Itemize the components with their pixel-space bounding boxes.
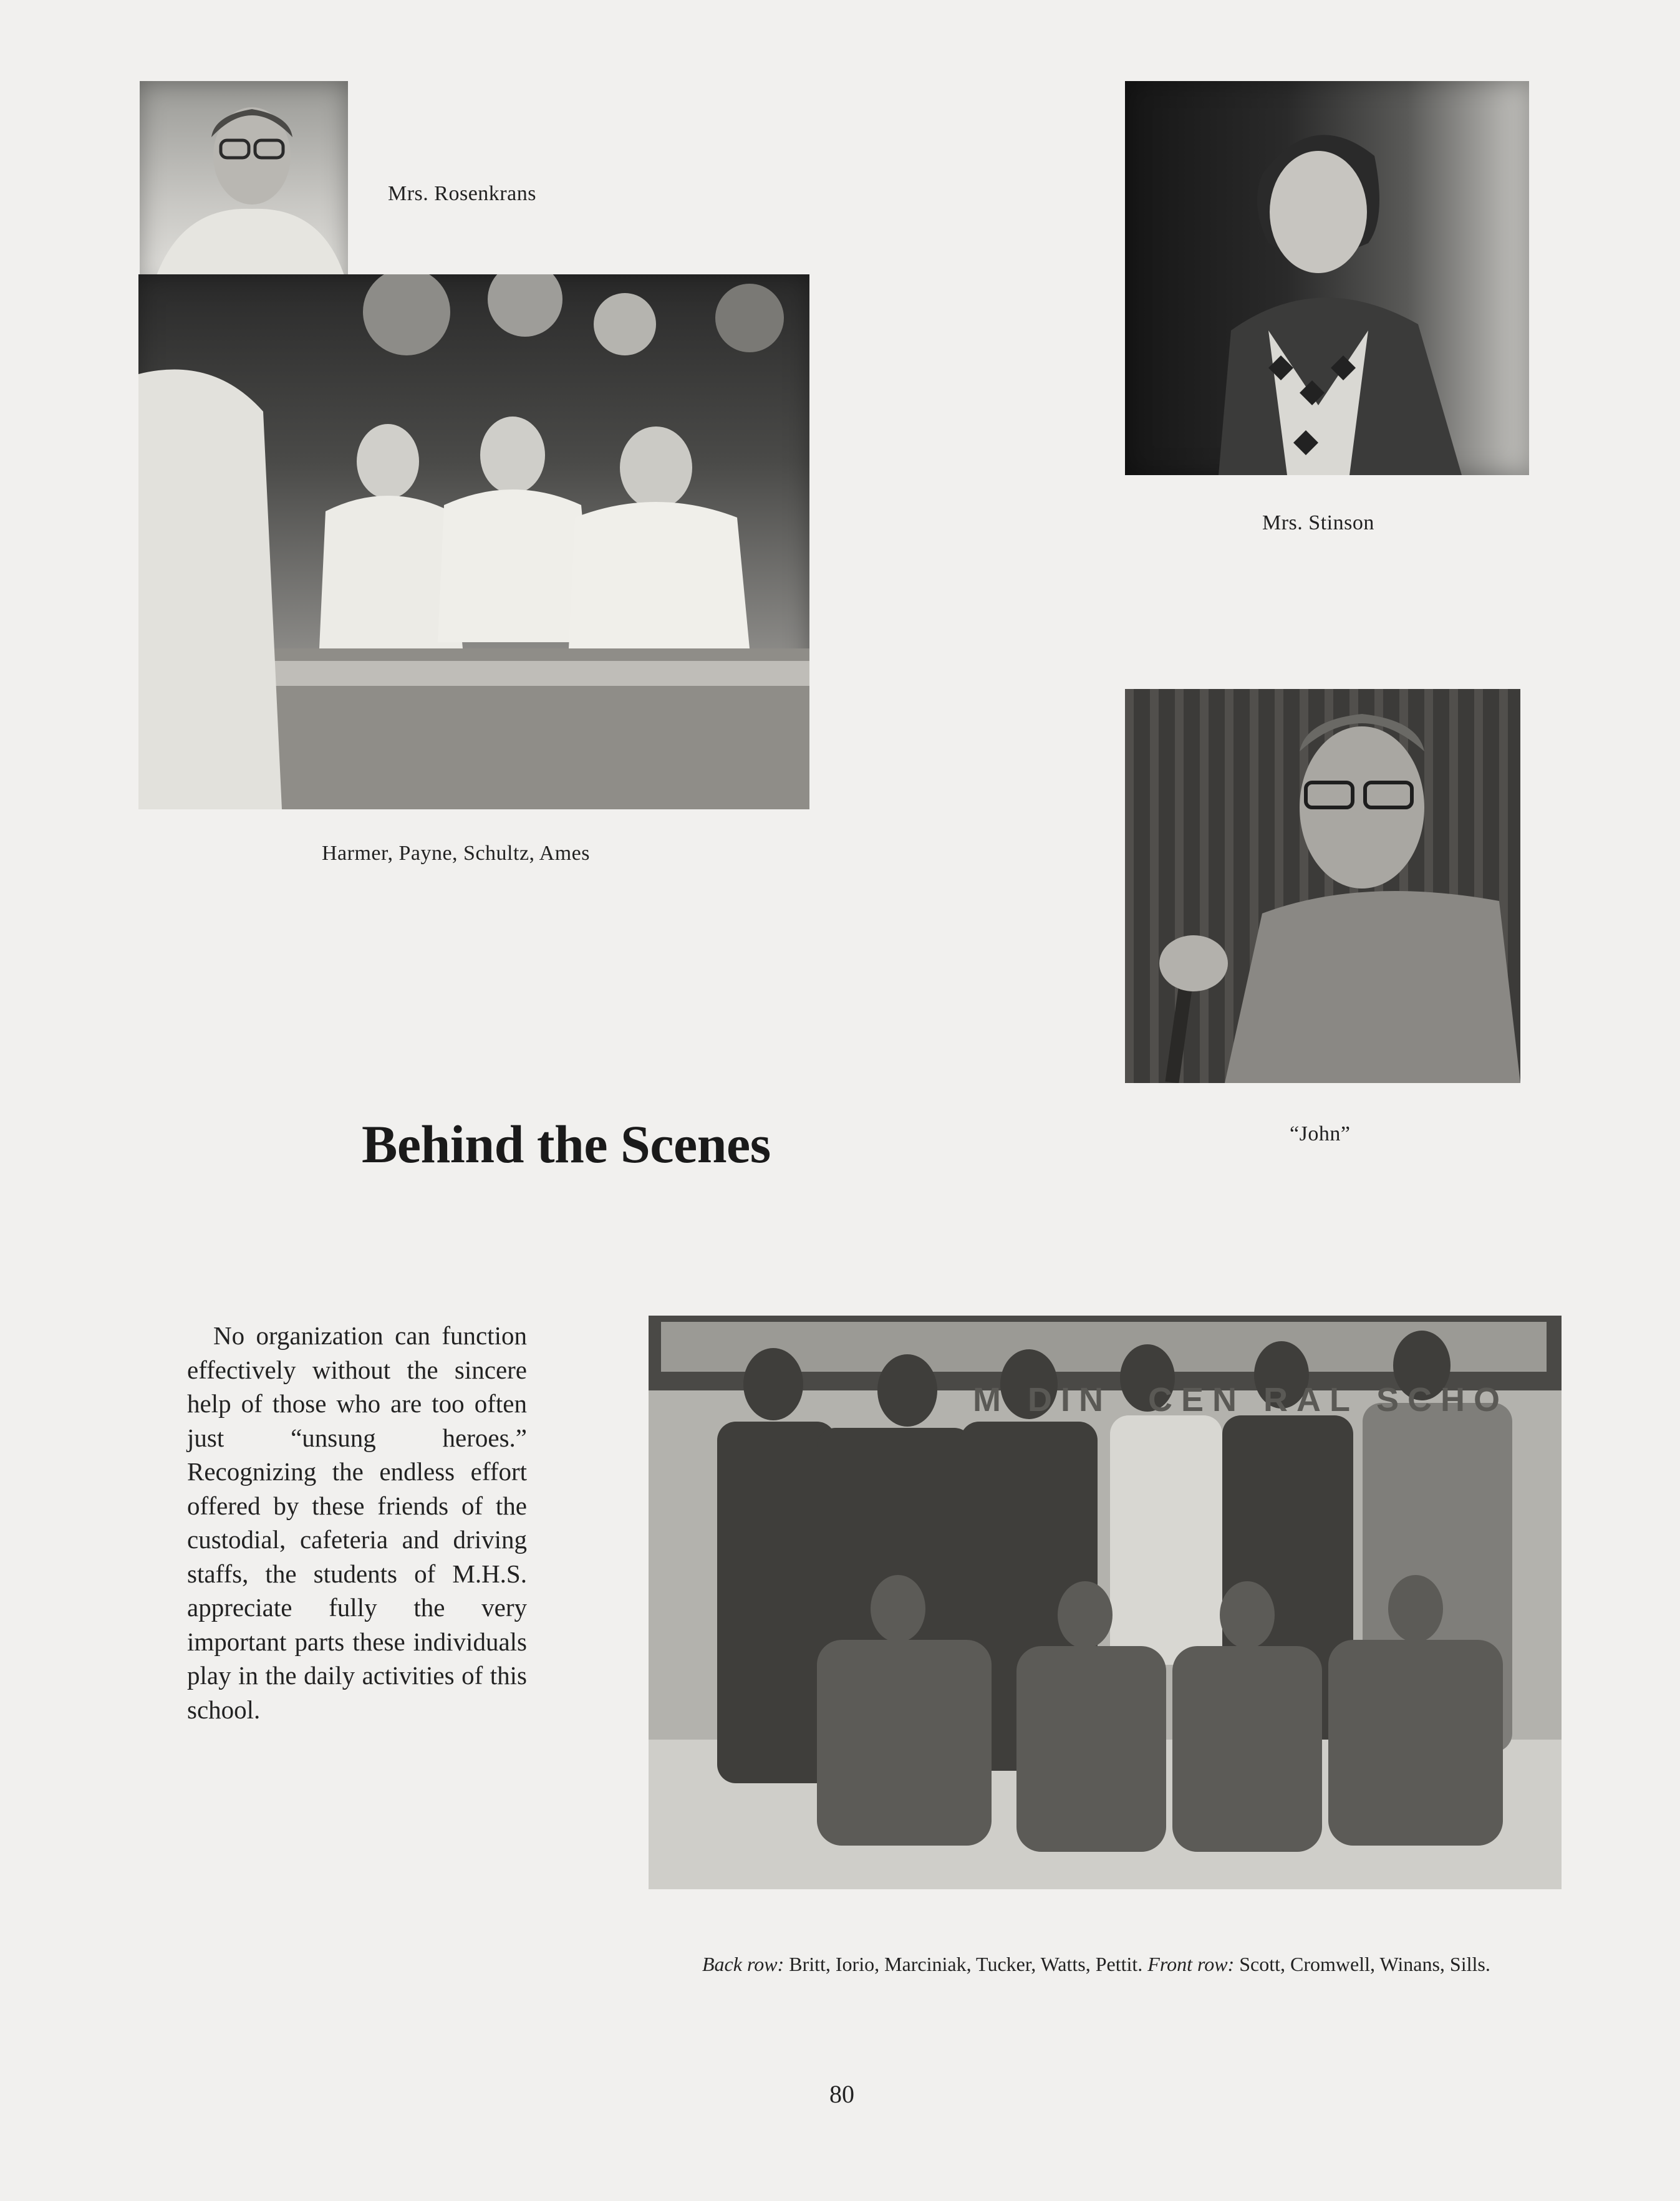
caption-back-row-names: Britt, Iorio, Marciniak, Tucker, Watts, Pettit.	[784, 1953, 1148, 1975]
caption-group-staff	[702, 1948, 1548, 1980]
caption-front-row-names: Scott, Cromwell, Winans, Sills.	[1234, 1953, 1490, 1975]
photo-john	[1125, 689, 1520, 1083]
page-heading: Behind the Scenes	[362, 1114, 771, 1174]
caption-john: “John”	[1290, 1122, 1351, 1145]
caption-front-row-label: Front row:	[1147, 1953, 1235, 1975]
bus-lettering: M DIN CEN RAL SCHO	[973, 1381, 1509, 1418]
caption-kitchen-staff: Harmer, Payne, Schultz, Ames	[322, 842, 590, 865]
photo-mrs-stinson	[1125, 81, 1529, 475]
photo-group-staff	[649, 1316, 1562, 1889]
body-paragraph: No organization can function effectively without the sincere help of those who are too often just “unsung heroes.” Recognizing the endless effort offered by these friends of the custodial, cafeteria and driving staffs, the students of M.H.S. appreciate fully the very important parts these individuals play in the daily activities of this school.	[187, 1321, 527, 1724]
caption-mrs-rosenkrans: Mrs. Rosenkrans	[388, 182, 536, 205]
caption-mrs-stinson: Mrs. Stinson	[1262, 511, 1374, 534]
caption-back-row-label: Back row:	[702, 1953, 784, 1975]
photo-kitchen-staff	[138, 274, 809, 809]
photo-mrs-rosenkrans	[140, 81, 348, 288]
page-number: 80	[829, 2080, 854, 2108]
